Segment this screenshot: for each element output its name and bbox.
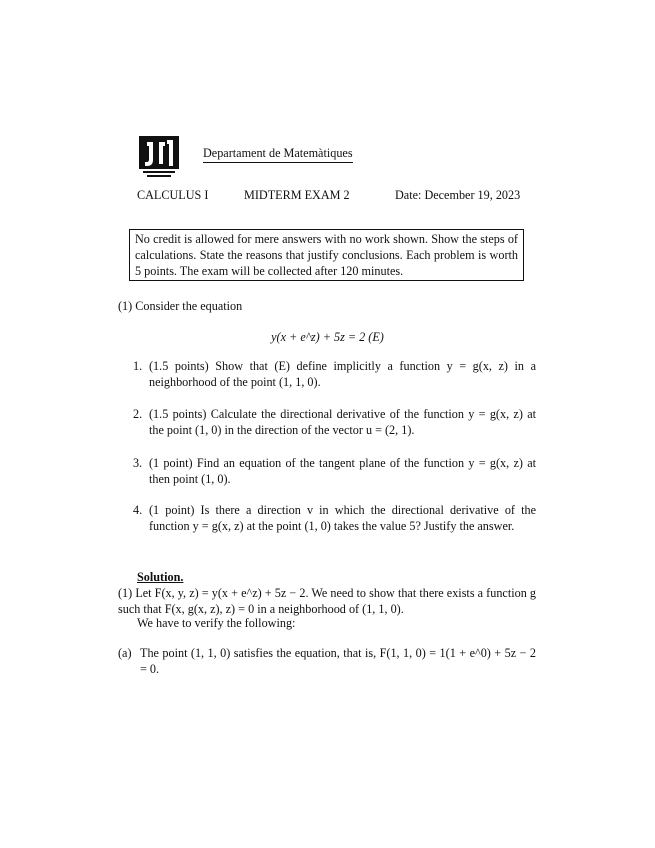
item-number: 4. (133, 503, 143, 517)
solution-paragraph: (1) Let F(x, y, z) = y(x + e^z) + 5z − 2. We need to show that there exists a function g such that F(x, g(x, z), z) = 0 in a neighborhood of (1, 1, 0). (118, 586, 536, 616)
equation-text: y(x + e^z) + 5z = 2 (E) (271, 330, 384, 344)
solution-paragraph: We have to verify the following: (137, 616, 296, 630)
problem-equation (0, 329, 655, 345)
step-label: (a) (118, 646, 132, 660)
exam-name: MIDTERM EXAM 2 (244, 188, 350, 202)
step-text: The point (1, 1, 0) satisfies the equation, that is, F(1, 1, 0) = 1(1 + e^0) + 5z − 2 = 0. (140, 646, 536, 676)
problem-item (133, 502, 536, 534)
solution-step (118, 645, 536, 677)
course-name: CALCULUS I (137, 188, 209, 202)
department-name: Departament de Matemàtiques (203, 146, 353, 163)
exam-instructions-box: No credit is allowed for mere answers with no work shown. Show the steps of calculations. State the reasons that justify conclusions. Each problem is worth 5 points. The exam will be collected after 120 minutes. (129, 229, 524, 281)
problem-item (133, 406, 536, 438)
item-text: (1 point) Is there a direction v in which the directional derivative of the function y = g(x, z) at the point (1, 0) takes the value 5? Justify the answer. (149, 503, 536, 533)
exam-date: Date: December 19, 2023 (395, 188, 521, 202)
item-number: 2. (133, 407, 143, 421)
item-number: 3. (133, 456, 143, 470)
problem-item (133, 358, 536, 390)
item-text: (1.5 points) Show that (E) define implicitly a function y = g(x, z) in a neighborhood of the point (1, 1, 0). (149, 359, 536, 389)
solution-title: Solution. (137, 570, 184, 584)
item-number: 1. (133, 359, 143, 373)
problem-item (133, 455, 536, 487)
item-text: (1.5 points) Calculate the directional derivative of the function y = g(x, z) at the point (1, 0) in the direction of the vector u = (2, 1). (149, 407, 536, 437)
university-logo (139, 136, 179, 178)
problem-intro: (1) Consider the equation (118, 299, 243, 313)
item-text: (1 point) Find an equation of the tangent plane of the function y = g(x, z) at then point (1, 0). (149, 456, 536, 486)
